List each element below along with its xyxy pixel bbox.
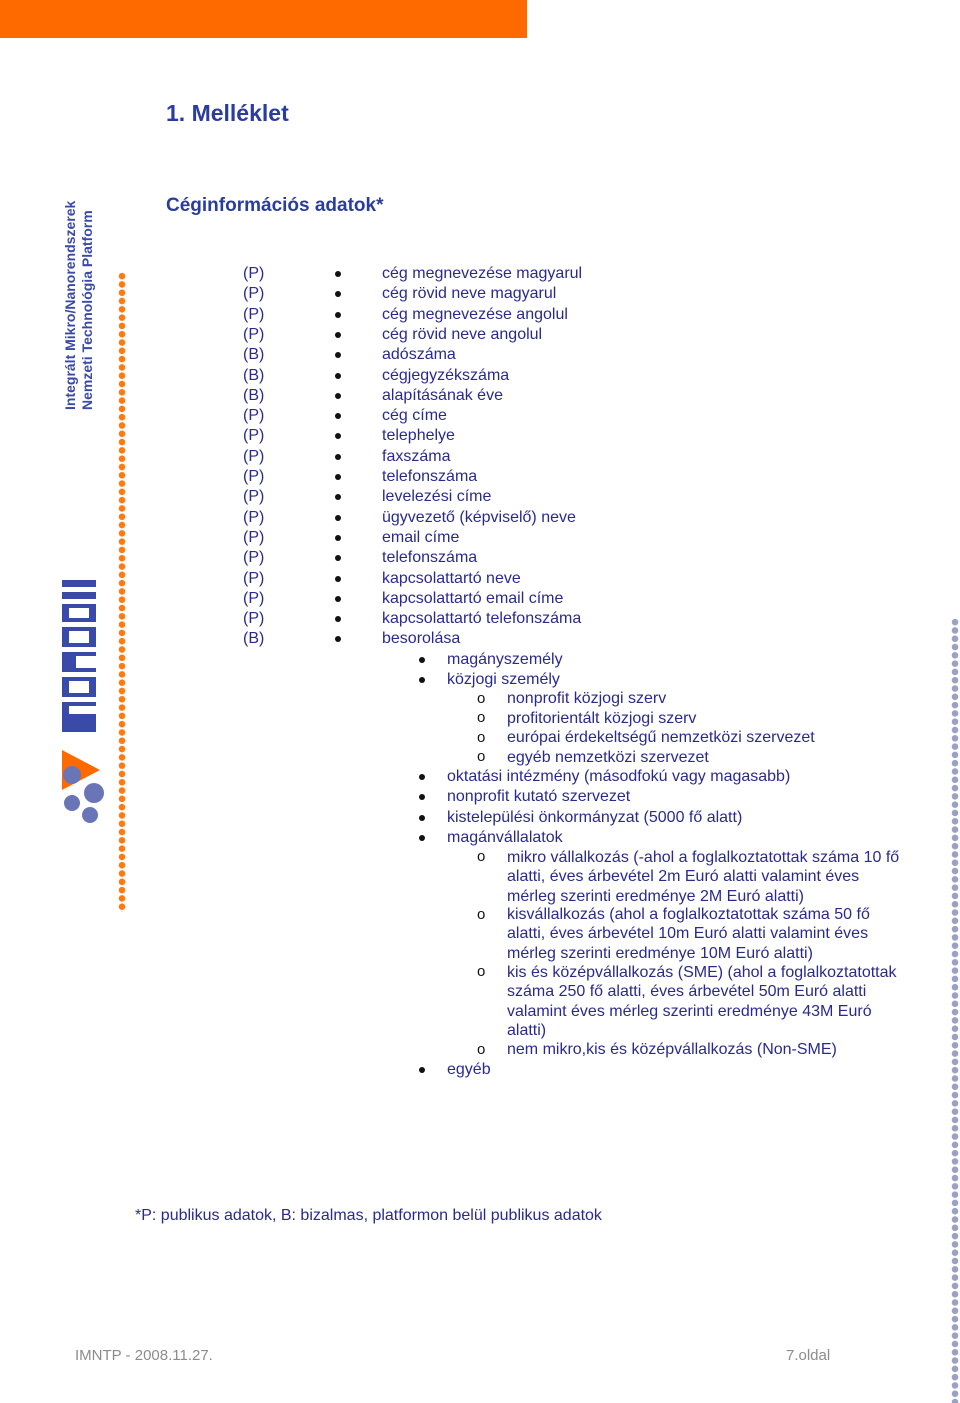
list-item xyxy=(0,366,960,386)
right-margin-dots xyxy=(951,618,959,1403)
bullet-icon xyxy=(335,636,341,642)
access-code: (P) xyxy=(243,569,265,587)
access-code: (P) xyxy=(243,589,265,607)
list-item xyxy=(0,629,960,649)
access-code: (P) xyxy=(243,468,265,485)
list-item xyxy=(0,284,960,304)
access-code: (P) xyxy=(243,427,265,445)
classification-subitem: nonprofit közjogi szerv xyxy=(507,690,667,707)
list-item xyxy=(0,345,960,365)
bullet-icon xyxy=(419,835,425,841)
bullet-icon xyxy=(335,494,341,500)
circle-bullet-icon: o xyxy=(477,848,486,865)
item-label: ügyvezető (képviselő) neve xyxy=(382,508,576,526)
list-item xyxy=(0,508,960,528)
classification-item: oktatási intézmény (másodfokú vagy magasabb) xyxy=(447,768,791,785)
bullet-icon xyxy=(419,815,425,821)
access-code: (P) xyxy=(243,610,265,628)
circle-bullet-icon: o xyxy=(477,709,486,726)
bullet-icon xyxy=(335,373,341,379)
circle-bullet-icon: o xyxy=(477,1041,486,1058)
access-code: (P) xyxy=(243,407,265,425)
classification-subitem: egyéb nemzetközi szervezet xyxy=(507,748,709,766)
circle-bullet-icon: o xyxy=(477,906,486,923)
list-item xyxy=(0,325,960,345)
classification-item: magánvállalatok xyxy=(447,829,563,846)
bullet-icon xyxy=(335,474,341,480)
page-title: 1. Melléklet xyxy=(166,100,289,126)
list-item xyxy=(0,406,960,426)
item-label: cég megnevezése magyarul xyxy=(382,265,583,282)
item-label: kapcsolattartó telefonszáma xyxy=(382,610,582,628)
bullet-icon xyxy=(335,535,341,541)
list-item xyxy=(0,609,960,629)
section-title: Céginformációs adatok* xyxy=(166,195,384,216)
circle-bullet-icon: o xyxy=(477,690,486,707)
bullet-icon xyxy=(335,271,341,277)
circle-bullet-icon: o xyxy=(477,748,486,765)
bullet-icon xyxy=(419,657,425,663)
item-label: telefonszáma xyxy=(382,468,478,485)
access-code: (P) xyxy=(243,285,265,303)
bullet-icon xyxy=(335,576,341,582)
list-item xyxy=(0,467,960,487)
list-item xyxy=(0,386,960,406)
circle-bullet-icon: o xyxy=(477,963,486,980)
bullet-icon xyxy=(419,1067,425,1073)
classification-subitem: kisvállalkozás (ahol a foglalkoztatottak száma 50 fő alatti, éves árbevétel 10m Euró alatti valamint éves mérleg szerinti eredménye 10M Euró alatti) xyxy=(507,906,870,962)
item-label: besorolása xyxy=(382,630,461,648)
list-item xyxy=(0,305,960,325)
item-label: cég megnevezése angolul xyxy=(382,305,568,323)
bullet-icon xyxy=(335,454,341,460)
item-label: cég rövid neve magyarul xyxy=(382,285,557,303)
classification-item: közjogi személy xyxy=(447,671,560,688)
classification-subitem: profitorientált közjogi szerv xyxy=(507,709,697,727)
bullet-icon xyxy=(335,393,341,399)
list-item xyxy=(0,548,960,568)
item-label: cég címe xyxy=(382,407,447,425)
item-label: kapcsolattartó email címe xyxy=(382,589,564,607)
access-code: (P) xyxy=(243,508,265,526)
access-code: (P) xyxy=(243,447,265,465)
bullet-icon xyxy=(419,677,425,683)
classification-subitem: kis és középvállalkozás (SME) (ahol a foglalkoztatottak száma 250 fő alatti, éves árbevétel 50m Euró alatti valamint éves mérleg szerinti eredménye 43M Euró alatti) xyxy=(507,964,897,1039)
classification-subitem: európai érdekeltségű nemzetközi szervezet xyxy=(507,729,815,746)
footnote: *P: publikus adatok, B: bizalmas, platformon belül publikus adatok xyxy=(135,1207,602,1224)
list-item xyxy=(0,589,960,609)
access-code: (B) xyxy=(243,386,265,404)
item-label: telefonszáma xyxy=(382,549,478,567)
access-code: (P) xyxy=(243,305,265,323)
bullet-icon xyxy=(335,291,341,297)
access-code: (P) xyxy=(243,488,265,506)
classification-item: kistelepülési önkormányzat (5000 fő alatt) xyxy=(447,808,743,826)
bullet-icon xyxy=(335,413,341,419)
bullet-icon xyxy=(419,794,425,800)
access-code: (B) xyxy=(243,366,265,384)
list-item xyxy=(0,569,960,589)
logo-tagline-line1: Integrált Mikro/Nanorendszerek xyxy=(62,200,78,410)
bullet-icon xyxy=(419,774,425,780)
item-label: adószáma xyxy=(382,346,456,364)
list-item xyxy=(0,426,960,446)
footer-date: IMNTP - 2008.11.27. xyxy=(75,1347,213,1364)
bullet-icon xyxy=(335,312,341,318)
access-code: (P) xyxy=(243,528,265,546)
item-label: faxszáma xyxy=(382,447,451,465)
header-accent-bar xyxy=(0,0,527,38)
item-label: telephelye xyxy=(382,427,455,445)
bullet-icon xyxy=(335,616,341,622)
classification-subitem: nem mikro,kis és középvállalkozás (Non-SME) xyxy=(507,1041,837,1058)
logo-tagline-line2: Nemzeti Technológia Platform xyxy=(79,210,95,410)
item-label: email címe xyxy=(382,528,460,546)
list-item xyxy=(0,447,960,467)
access-code: (P) xyxy=(243,549,265,567)
access-code: (P) xyxy=(243,265,265,282)
classification-subitem: mikro vállalkozás (-ahol a foglalkoztatottak száma 10 fő alatti, éves árbevétel 2m Euró alatti valamint éves mérleg szerinti eredménye 2M Euró alatti) xyxy=(507,849,900,905)
item-label: kapcsolattartó neve xyxy=(382,569,521,587)
bullet-icon xyxy=(335,555,341,561)
classification-item: nonprofit kutató szervezet xyxy=(447,788,631,806)
bullet-icon xyxy=(335,352,341,358)
list-item xyxy=(0,487,960,507)
classification-item: egyéb xyxy=(447,1061,491,1078)
item-label: cégjegyzékszáma xyxy=(382,366,510,384)
circle-bullet-icon: o xyxy=(477,729,486,746)
list-item xyxy=(0,528,960,548)
classification-item: magányszemély xyxy=(447,651,563,668)
bullet-icon xyxy=(335,515,341,521)
item-label: alapításának éve xyxy=(382,386,503,404)
bullet-icon xyxy=(335,596,341,602)
access-code: (P) xyxy=(243,325,265,343)
access-code: (B) xyxy=(243,346,265,364)
access-code: (B) xyxy=(243,630,265,648)
bullet-icon xyxy=(335,332,341,338)
item-label: levelezési címe xyxy=(382,488,492,506)
footer-page-number: 7.oldal xyxy=(786,1347,831,1364)
list-item xyxy=(0,264,960,284)
bullet-icon xyxy=(335,433,341,439)
item-label: cég rövid neve angolul xyxy=(382,325,543,343)
